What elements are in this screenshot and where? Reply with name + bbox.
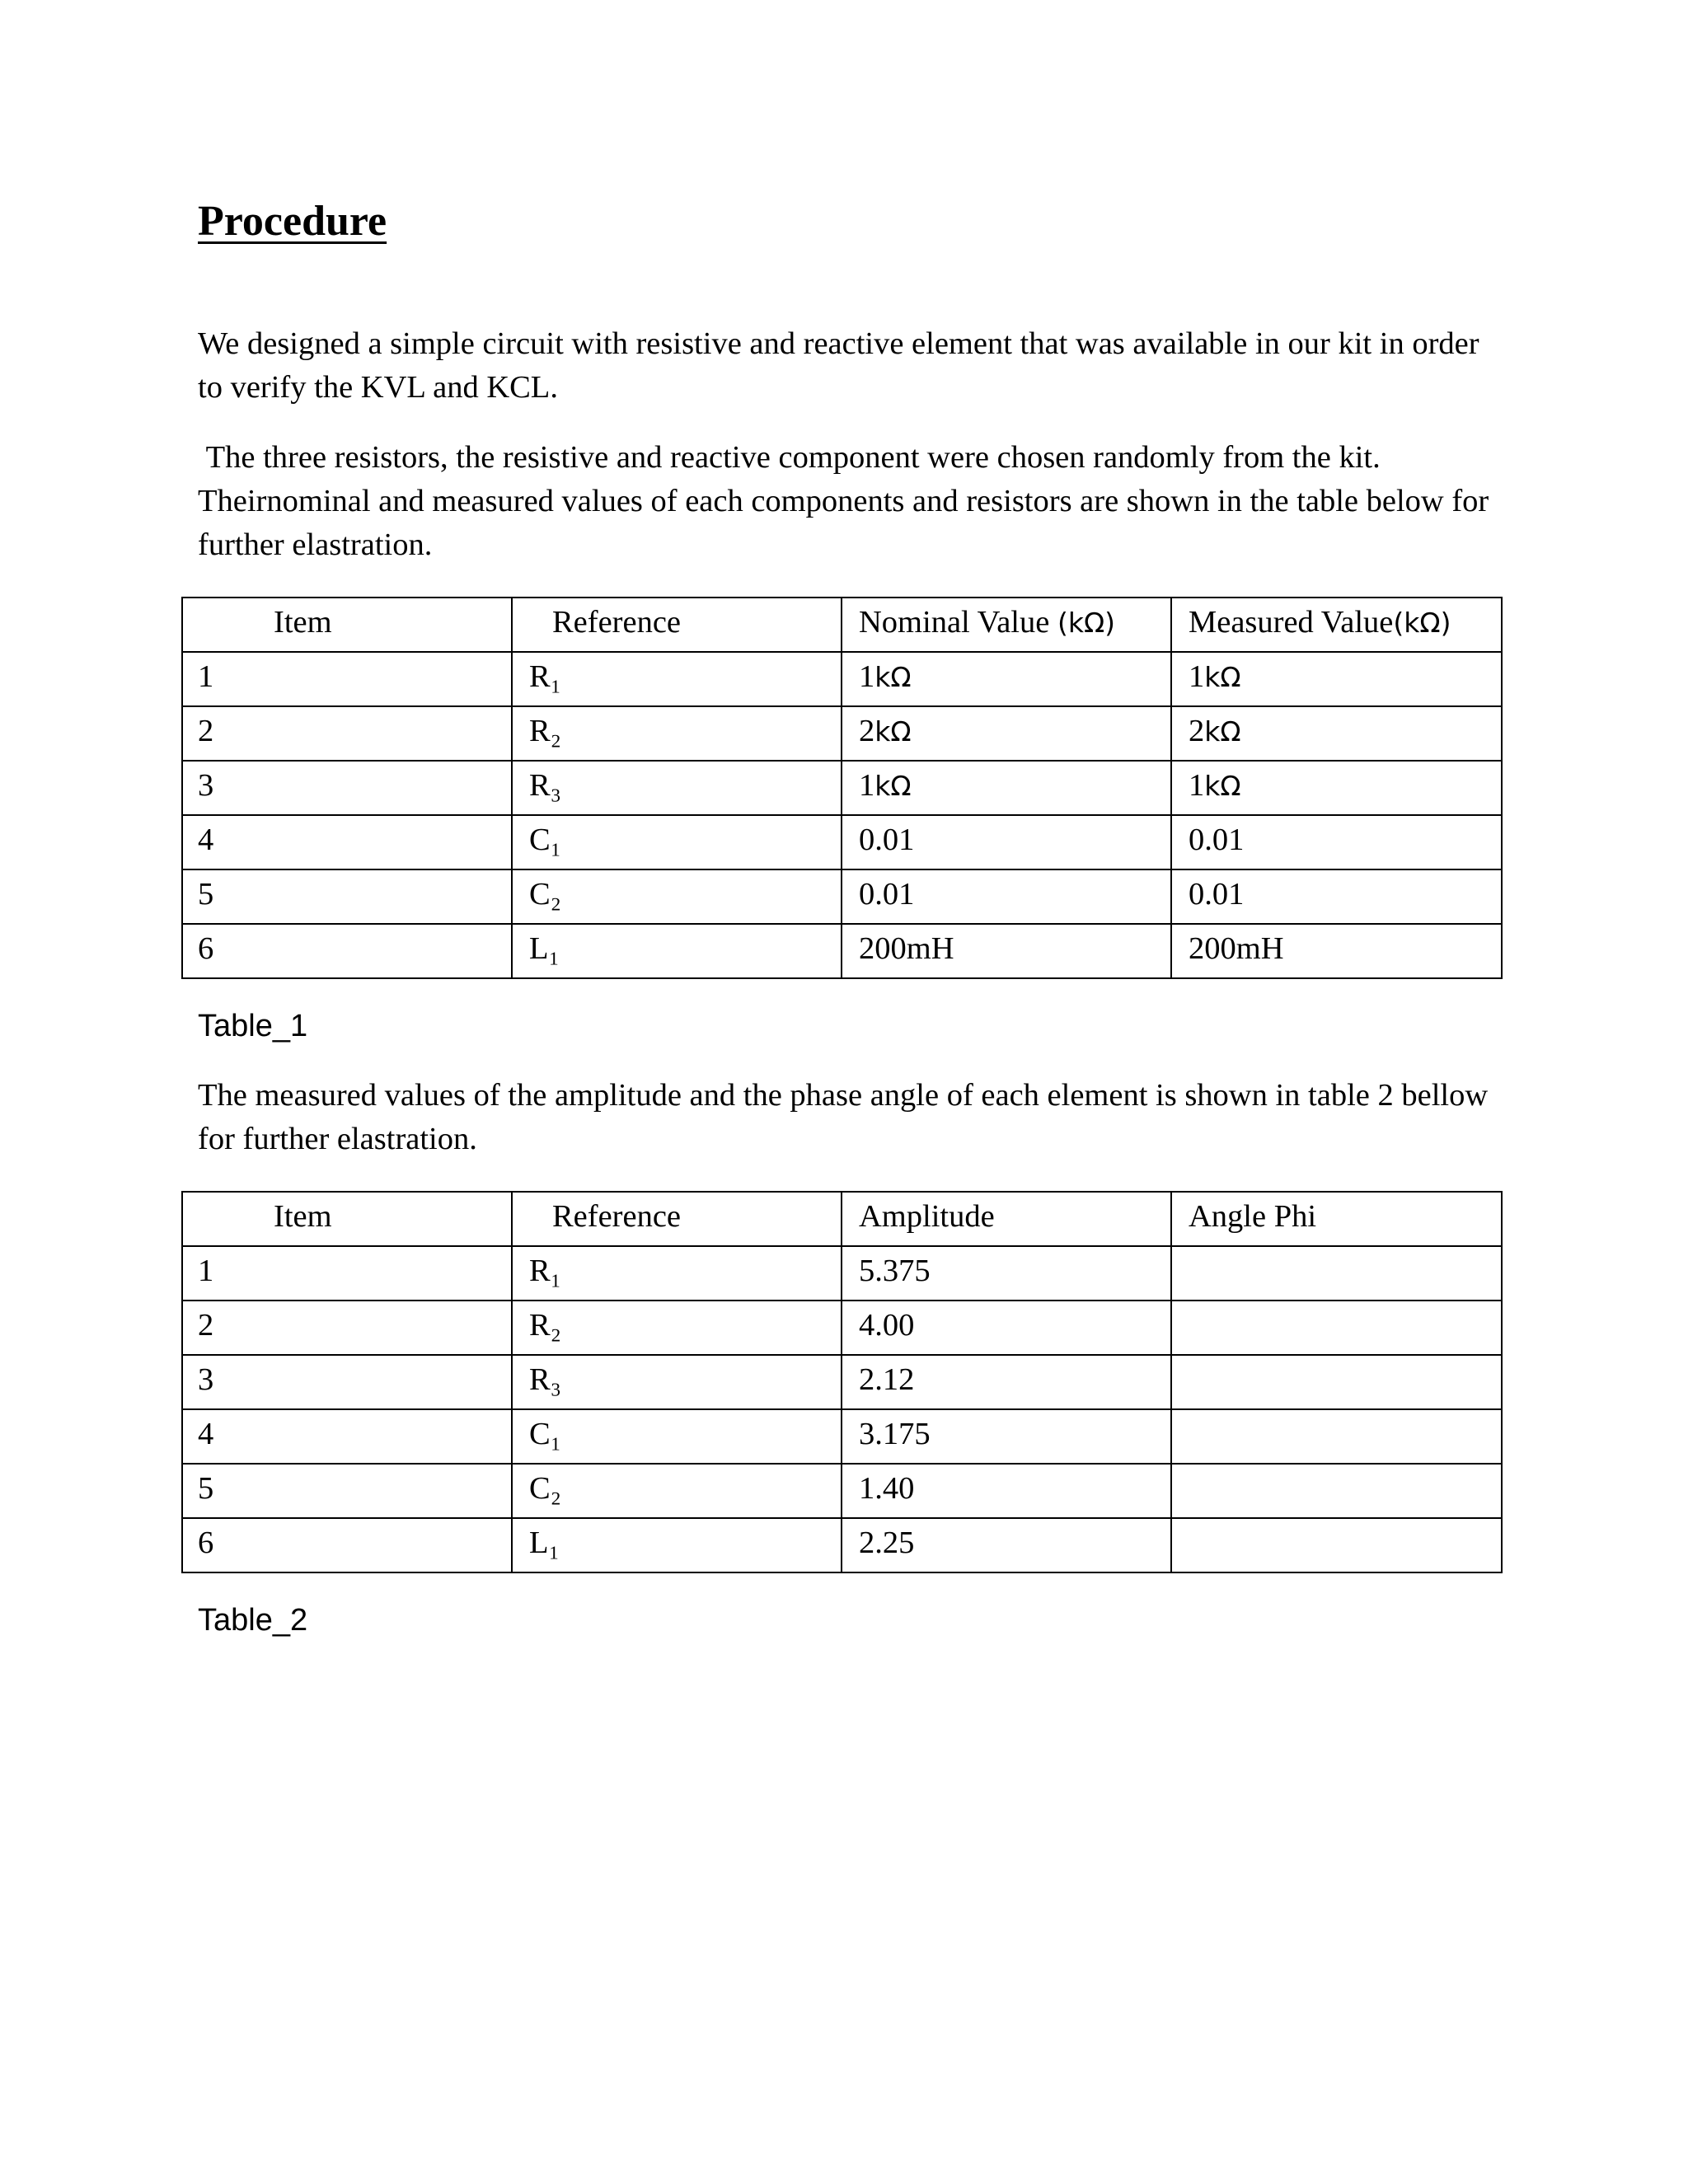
component-values-table bbox=[181, 597, 1503, 979]
column-header-item: Item bbox=[182, 1192, 512, 1246]
measured-value-cell: 0.01 bbox=[1171, 815, 1502, 869]
amplitude-phase-table bbox=[181, 1191, 1503, 1573]
item-cell: 1 bbox=[182, 652, 512, 706]
item-cell: 6 bbox=[182, 924, 512, 978]
table-row bbox=[182, 761, 1502, 815]
item-cell: 4 bbox=[182, 815, 512, 869]
table-row bbox=[182, 652, 1502, 706]
angle-phi-cell bbox=[1171, 1464, 1502, 1518]
item-cell: 4 bbox=[182, 1409, 512, 1464]
amplitude-cell: 2.25 bbox=[842, 1518, 1171, 1572]
nominal-value-cell: 1kΩ bbox=[842, 652, 1171, 706]
table-row bbox=[182, 1518, 1502, 1572]
nominal-value-cell: 200mH bbox=[842, 924, 1171, 978]
table-2-caption: Table_2 bbox=[198, 1603, 308, 1638]
measured-value-cell: 2kΩ bbox=[1171, 706, 1502, 761]
table-1-caption: Table_1 bbox=[198, 1009, 308, 1043]
reference-cell: C₂ bbox=[512, 869, 842, 924]
column-header-item: Item bbox=[182, 598, 512, 652]
unit-label: (kΩ) bbox=[1393, 607, 1451, 639]
nominal-value-cell: 2kΩ bbox=[842, 706, 1171, 761]
table-row bbox=[182, 1246, 1502, 1301]
item-cell: 3 bbox=[182, 761, 512, 815]
nominal-value-cell: 0.01 bbox=[842, 815, 1171, 869]
table-row bbox=[182, 1355, 1502, 1409]
reference-cell: C₁ bbox=[512, 815, 842, 869]
amplitude-cell: 3.175 bbox=[842, 1409, 1171, 1464]
table-row bbox=[182, 1464, 1502, 1518]
amplitude-paragraph: The measured values of the amplitude and the phase angle of each element is shown in table 2 bellow for further elastration. bbox=[198, 1078, 1489, 1156]
item-cell: 6 bbox=[182, 1518, 512, 1572]
page-title: Procedure bbox=[198, 198, 387, 245]
column-header-angle-phi: Angle Phi bbox=[1171, 1192, 1502, 1246]
reference-cell: C₁ bbox=[512, 1409, 842, 1464]
angle-phi-cell bbox=[1171, 1355, 1502, 1409]
measured-value-cell: 1kΩ bbox=[1171, 652, 1502, 706]
table-row bbox=[182, 869, 1502, 924]
amplitude-cell: 2.12 bbox=[842, 1355, 1171, 1409]
reference-cell: R₂ bbox=[512, 1301, 842, 1355]
angle-phi-cell bbox=[1171, 1246, 1502, 1301]
angle-phi-cell bbox=[1171, 1518, 1502, 1572]
table-header-row bbox=[182, 1192, 1502, 1246]
reference-cell: R₃ bbox=[512, 1355, 842, 1409]
table-row bbox=[182, 815, 1502, 869]
reference-cell: R₁ bbox=[512, 652, 842, 706]
unit-label: (kΩ) bbox=[1057, 607, 1116, 639]
reference-cell: L₁ bbox=[512, 1518, 842, 1572]
reference-cell: C₂ bbox=[512, 1464, 842, 1518]
table-row bbox=[182, 1409, 1502, 1464]
item-cell: 2 bbox=[182, 706, 512, 761]
item-cell: 1 bbox=[182, 1246, 512, 1301]
angle-phi-cell bbox=[1171, 1301, 1502, 1355]
item-cell: 5 bbox=[182, 869, 512, 924]
measured-value-cell: 0.01 bbox=[1171, 869, 1502, 924]
column-header-reference: Reference bbox=[512, 598, 842, 652]
item-cell: 2 bbox=[182, 1301, 512, 1355]
measured-value-cell: 200mH bbox=[1171, 924, 1502, 978]
table-row bbox=[182, 924, 1502, 978]
components-paragraph: The three resistors, the resistive and reactive component were chosen randomly from the kit. Theirnominal and measured values of each components and resistors are shown in the table below for further elastration. bbox=[198, 440, 1497, 562]
table-header-row bbox=[182, 598, 1502, 652]
reference-cell: R₂ bbox=[512, 706, 842, 761]
nominal-value-cell: 0.01 bbox=[842, 869, 1171, 924]
table-row bbox=[182, 706, 1502, 761]
column-header-nominal-value: Nominal Value (kΩ) bbox=[842, 598, 1171, 652]
nominal-value-cell: 1kΩ bbox=[842, 761, 1171, 815]
amplitude-cell: 4.00 bbox=[842, 1301, 1171, 1355]
amplitude-cell: 1.40 bbox=[842, 1464, 1171, 1518]
intro-paragraph: We designed a simple circuit with resistive and reactive element that was available in our kit in order to verify the KVL and KCL. bbox=[198, 326, 1479, 405]
reference-cell: R₁ bbox=[512, 1246, 842, 1301]
reference-cell: L₁ bbox=[512, 924, 842, 978]
amplitude-cell: 5.375 bbox=[842, 1246, 1171, 1301]
column-header-amplitude: Amplitude bbox=[842, 1192, 1171, 1246]
item-cell: 5 bbox=[182, 1464, 512, 1518]
column-header-measured-value: Measured Value(kΩ) bbox=[1171, 598, 1502, 652]
measured-value-cell: 1kΩ bbox=[1171, 761, 1502, 815]
reference-cell: R₃ bbox=[512, 761, 842, 815]
angle-phi-cell bbox=[1171, 1409, 1502, 1464]
item-cell: 3 bbox=[182, 1355, 512, 1409]
column-header-reference: Reference bbox=[512, 1192, 842, 1246]
table-row bbox=[182, 1301, 1502, 1355]
